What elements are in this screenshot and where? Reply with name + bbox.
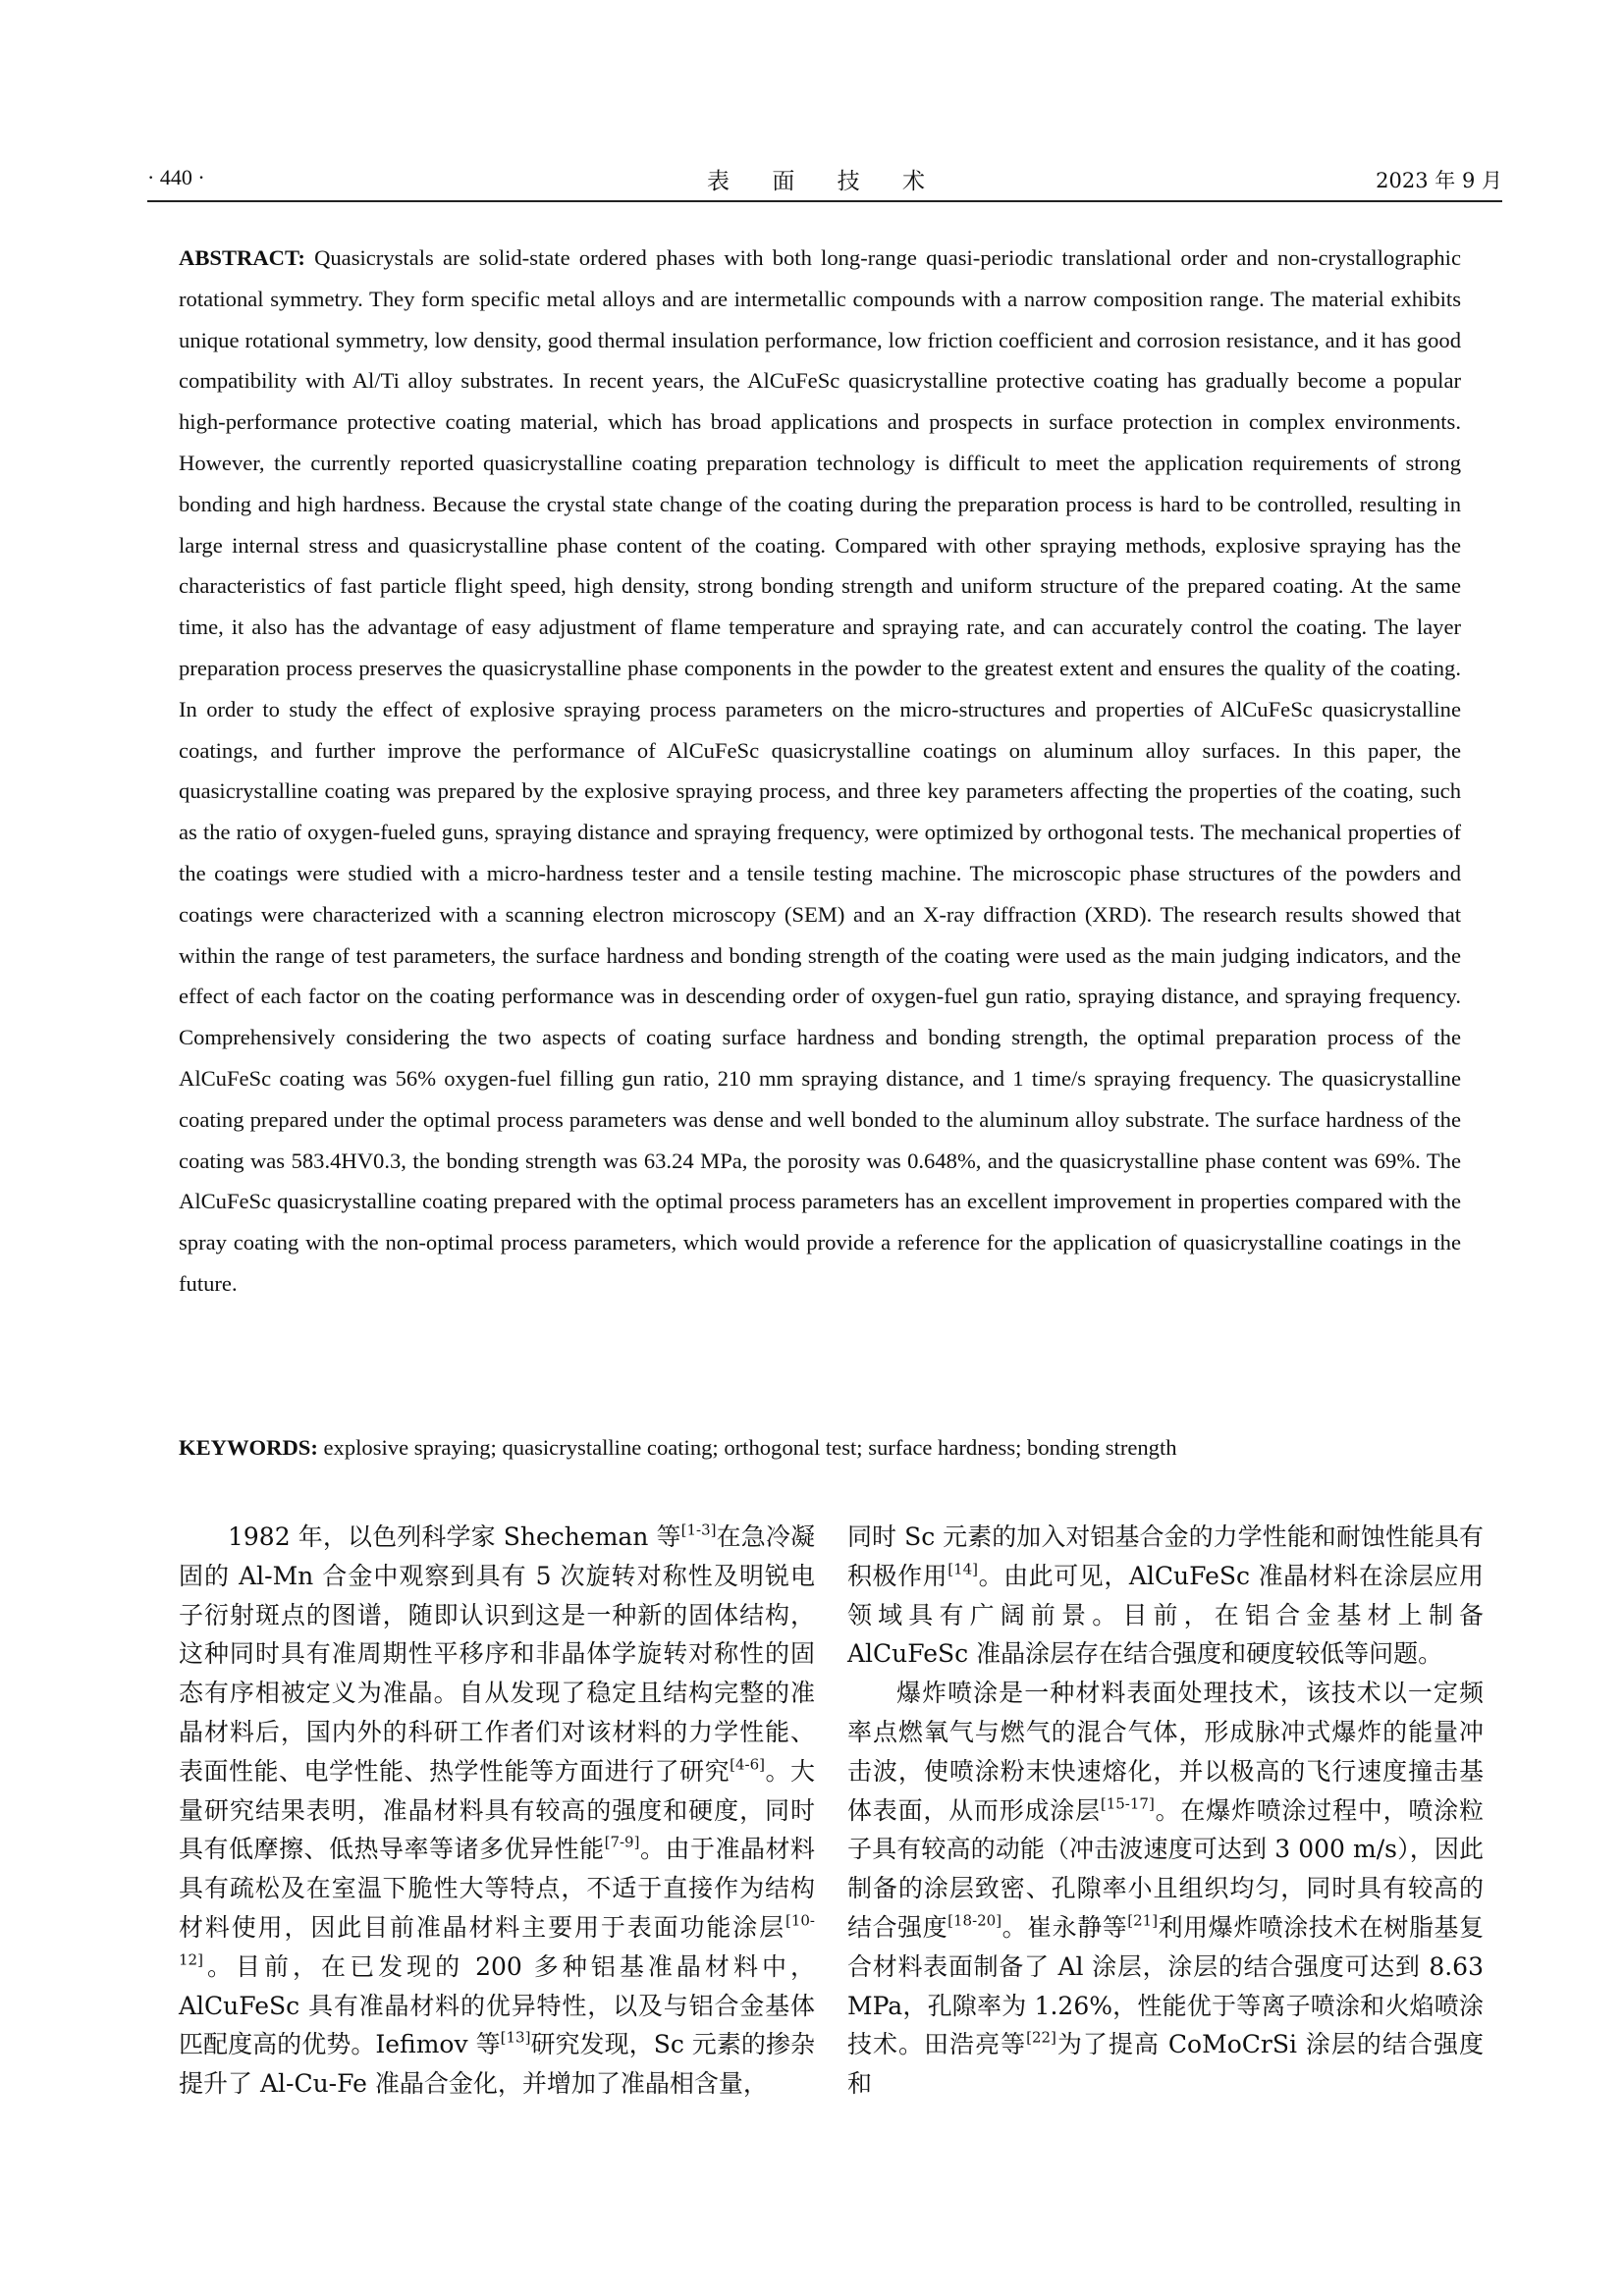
citation[interactable]: [10-12]	[179, 1911, 815, 1969]
text-run: 1982 年，以色列科学家 Shecheman 等	[228, 1522, 681, 1551]
text-run: 。大量研究结果表明，准晶材料具有较高的强度和硬度，同时具有低摩擦、低热导率等诸多优异性能	[179, 1756, 815, 1864]
citation[interactable]: [18-20]	[947, 1911, 1002, 1930]
citation[interactable]: [14]	[947, 1560, 979, 1578]
abstract	[179, 238, 1461, 1305]
text-run: 爆炸喷涂是一种材料表面处理技术，该技术以一定频率点燃氧气与燃气的混合气体，形成脉冲式爆炸的能量冲击波，使喷涂粉末快速熔化，并以极高的飞行速度撞击基体表面，从而形成涂层	[847, 1679, 1484, 1825]
text-run: 。目前，在已发现的 200 多种铝基准晶材料中，AlCuFeSc 具有准晶材料的优异特性，以及与铝合金基体匹配度高的优势。Iefimov 等	[179, 1951, 815, 2059]
body-column-right	[847, 1518, 1484, 2104]
abstract-label: ABSTRACT:	[179, 245, 305, 270]
citation[interactable]: [4-6]	[730, 1755, 765, 1774]
text-run: 。崔永静等	[1001, 1912, 1128, 1942]
paragraph	[847, 1518, 1484, 1674]
text-run: 同时 Sc 元素的加入对铝基合金的力学性能和耐蚀性能具有积极作用	[847, 1522, 1484, 1590]
journal-title: 表 面 技 术	[707, 169, 943, 194]
page-number: · 440 ·	[147, 165, 205, 189]
text-run: 利用爆炸喷涂技术在树脂基复合材料表面制备了 Al 涂层，涂层的结合强度可达到 8.63 MPa，孔隙率为 1.26%，性能优于等离子喷涂和火焰喷涂技术。田浩亮等	[847, 1912, 1484, 2059]
text-run: 为了提高 CoMoCrSi 涂层的结合强度和	[847, 2030, 1484, 2099]
citation[interactable]: [15-17]	[1100, 1794, 1155, 1813]
citation[interactable]: [22]	[1026, 2028, 1056, 2047]
citation[interactable]: [1-3]	[680, 1521, 717, 1539]
paragraph	[179, 1518, 815, 2104]
citation[interactable]: [21]	[1127, 1911, 1159, 1930]
body-column-left	[179, 1518, 815, 2104]
text-run: 在急冷凝固的 Al-Mn 合金中观察到具有 5 次旋转对称性及明锐电子衍射斑点的图谱，随即认识到这是一种新的固体结构，这种同时具有准周期性平移序和非晶体学旋转对称性的固态有序相被定义为准晶。自从发现了稳定且结构完整的准晶材料后，国内外的科研工作者们对该材料的力学性能、表面性能、电学性能、热学性能等方面进行了研究	[179, 1522, 815, 1786]
running-header	[147, 157, 1502, 196]
keywords-text: explosive spraying; quasicrystalline coating; orthogonal test; surface hardness; bonding strength	[317, 1435, 1177, 1460]
text-run: 。由于准晶材料具有疏松及在室温下脆性大等特点，不适于直接作为结构材料使用，因此目前准晶材料主要用于表面功能涂层	[179, 1835, 815, 1942]
citation[interactable]: [13]	[500, 2028, 531, 2047]
paragraph	[847, 1674, 1484, 2104]
header-rule	[147, 200, 1502, 202]
text-run: 。在爆炸喷涂过程中，喷涂粒子具有较高的动能（冲击波速度可达到 3 000 m/s），因此制备的涂层致密、孔隙率小且组织均匀，同时具有较高的结合强度	[847, 1795, 1484, 1942]
keywords-label: KEYWORDS:	[179, 1435, 318, 1460]
text-run: 研究发现，Sc 元素的掺杂提升了 Al-Cu-Fe 准晶合金化，并增加了准晶相含量，	[179, 2030, 815, 2099]
keywords	[179, 1428, 1461, 1468]
citation[interactable]: [7-9]	[604, 1833, 640, 1851]
issue-date: 2023 年 9 月	[1376, 169, 1502, 192]
text-run: 。由此可见，AlCuFeSc 准晶材料在涂层应用领域具有广阔前景。目前，在铝合金基材上制备 AlCuFeSc 准晶涂层存在结合强度和硬度较低等问题。	[847, 1561, 1484, 1669]
abstract-text: Quasicrystals are solid-state ordered phases with both long-range quasi-periodic translational order and non-crystallographic rotational symmetry. They form specific metal alloys and are intermetallic compounds with a narrow composition range. The material exhibits unique rotational symmetry, low density, good thermal insulation performance, low friction coefficient and corrosion resistance, and it has good compatibility with Al/Ti alloy substrates. In recent years, the AlCuFeSc quasicrystalline protective coating has gradually become a popular high-performance protective coating material, which has broad applications and prospects in surface protection in complex environments. However, the currently reported quasicrystalline coating preparation technology is difficult to meet the application requirements of strong bonding and high hardness. Because the crystal state change of the coating during the preparation process is hard to be controlled, resulting in large internal stress and quasicrystalline phase content of the coating. Compared with other spraying methods, explosive spraying has the characteristics of fast particle flight speed, high density, strong bonding strength and uniform structure of the prepared coating. At the same time, it also has the advantage of easy adjustment of flame temperature and spraying rate, and can accurately control the coating. The layer preparation process preserves the quasicrystalline phase components in the powder to the greatest extent and ensures the quality of the coating. In order to study the effect of explosive spraying process parameters on the micro-structures and properties of AlCuFeSc quasicrystalline coatings, and further improve the performance of AlCuFeSc quasicrystalline coatings on aluminum alloy surfaces. In this paper, the quasicrystalline coating was prepared by the explosive spraying process, and three key parameters affecting the properties of the coating, such as the ratio of oxygen-fueled guns, spraying distance and spraying frequency, were optimized by orthogonal tests. The mechanical properties of the coatings were studied with a micro-hardness tester and a tensile testing machine. The microscopic phase structures of the powders and coatings were characterized with a scanning electron microscopy (SEM) and an X-ray diffraction (XRD). The research results showed that within the range of test parameters, the surface hardness and bonding strength of the coating were used as the main judging indicators, and the effect of each factor on the coating performance was in descending order of oxygen-fuel gun ratio, spraying distance, and spraying frequency. Comprehensively considering the two aspects of coating surface hardness and bonding strength, the optimal preparation process of the AlCuFeSc coating was 56% oxygen-fuel filling gun ratio, 210 mm spraying distance, and 1 time/s spraying frequency. The quasicrystalline coating prepared under the optimal process parameters was dense and well bonded to the aluminum alloy substrate. The surface hardness of the coating was 583.4HV0.3, the bonding strength was 63.24 MPa, the porosity was 0.648%, and the quasicrystalline phase content was 69%. The AlCuFeSc quasicrystalline coating prepared with the optimal process parameters has an excellent improvement in properties compared with the spray coating with the non-optimal process parameters, which would provide a reference for the application of quasicrystalline coatings in the future.	[179, 245, 1461, 1296]
